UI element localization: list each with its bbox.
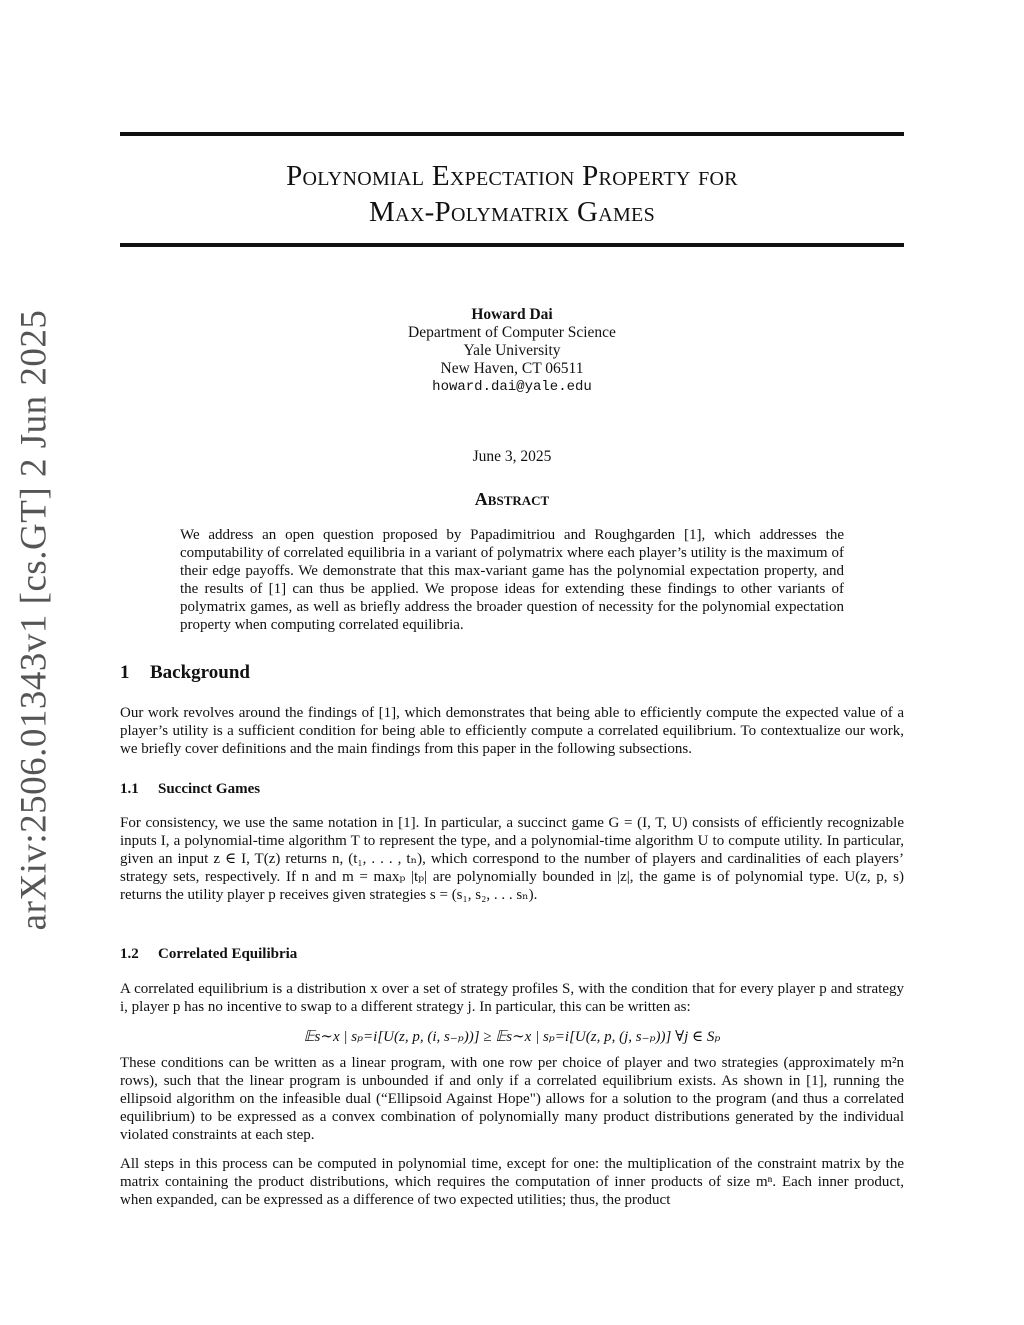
author-name: Howard Dai	[471, 306, 553, 323]
subsection-1-2-title: Correlated Equilibria	[158, 946, 298, 962]
subsection-1-2-number: 1.2	[120, 946, 139, 962]
subsection-1-1-text: For consistency, we use the same notation in [1]. In particular, a succinct game G = (I, T, U) consists of efficiently recognizable inputs I, a polynomial-time algorithm T to represent the type, and a polynomial-time algorithm U to compute utility. In particular, given an input z ∈ I, T(z) returns n, (t₁, . . . , tₙ), which correspond to the number of players and cardinalities of each players’ strategy sets, respectively. If n and m = maxₚ |tₚ| are polynomially bounded in |z|, the game is of polynomial type. U(z, p, s) returns the utility player p receives given strategies s = (s₁, s₂, . . . sₙ).	[120, 815, 904, 903]
author-location: New Haven, CT 06511	[440, 360, 584, 377]
author-email[interactable]: howard.dai@yale.edu	[432, 379, 592, 395]
author-university: Yale University	[463, 342, 561, 359]
abstract-heading: Abstract	[474, 489, 550, 509]
section-1-number: 1	[120, 662, 130, 683]
title-rule-top	[120, 132, 904, 136]
author-block	[120, 306, 904, 396]
section-1-intro: Our work revolves around the findings of [1], which demonstrates that being able to efficiently compute the expected value of a player’s utility is a sufficient condition for being able to efficiently compute a correlated equilibrium. To contextualize our work, we briefly cover definitions and the main findings from this paper in the following subsections.	[120, 705, 904, 757]
section-1-title: Background	[150, 662, 250, 683]
abstract-text: We address an open question proposed by Papadimitriou and Roughgarden [1], which addresses the computability of correlated equilibria in a variant of polymatrix where each player’s utility is the maximum of their edge payoffs. We demonstrate that this max-variant game has the polynomial expectation property, and the results of [1] can thus be applied. We propose ideas for extending these findings to other variants of polymatrix games, as well as briefly address the broader question of necessity for the polynomial expectation property when computing correlated equilibria.	[180, 527, 844, 633]
paper-title	[120, 158, 904, 230]
title-line-1: Polynomial Expectation Property for	[286, 160, 738, 192]
subsection-1-1-number: 1.1	[120, 781, 139, 797]
subsection-1-2-text: A correlated equilibrium is a distribution x over a set of strategy profiles S, with the condition that for every player p and strategy i, player p has no incentive to swap to a different strategy j. In particular, this can be written as:	[120, 981, 904, 1015]
paper-date: June 3, 2025	[472, 448, 552, 465]
subsection-1-2-heading	[120, 946, 297, 963]
subsection-1-2-para2: These conditions can be written as a linear program, with one row per choice of player and two strategies (approximately m²n rows), such that the linear program is unbounded if and only if a correlated equilibrium exists. As shown in [1], running the ellipsoid algorithm on the infeasible dual (“Ellipsoid Against Hope") allows for a solution to the program (and thus a correlated equilibrium) to be expressed as a convex combination of polynomially many product distributions generated by the individual violated constraints at each step.	[120, 1055, 904, 1143]
arxiv-identifier: arXiv:2506.01343v1 [cs.GT] 2 Jun 2025	[13, 309, 55, 931]
correlated-equilibrium-equation: 𝔼s∼x | sₚ=i[U(z, p, (i, s₋ₚ))] ≥ 𝔼s∼x | sₚ=i[U(z, p, (j, s₋ₚ))] ∀j ∈ Sₚ	[303, 1029, 721, 1045]
title-rule-bottom	[120, 243, 904, 247]
author-department: Department of Computer Science	[408, 324, 616, 341]
subsection-1-2-para3: All steps in this process can be computed in polynomial time, except for one: the multiplication of the constraint matrix by the matrix containing the product distributions, which requires the computation of inner products of size mⁿ. Each inner product, when expanded, can be expressed as a difference of two expected utilities; thus, the product	[120, 1156, 904, 1208]
subsection-1-1-heading	[120, 781, 260, 798]
title-line-2: Max-Polymatrix Games	[369, 196, 655, 228]
section-1-heading	[120, 662, 250, 684]
subsection-1-1-title: Succinct Games	[158, 781, 261, 797]
arxiv-sidebar	[4, 309, 64, 931]
